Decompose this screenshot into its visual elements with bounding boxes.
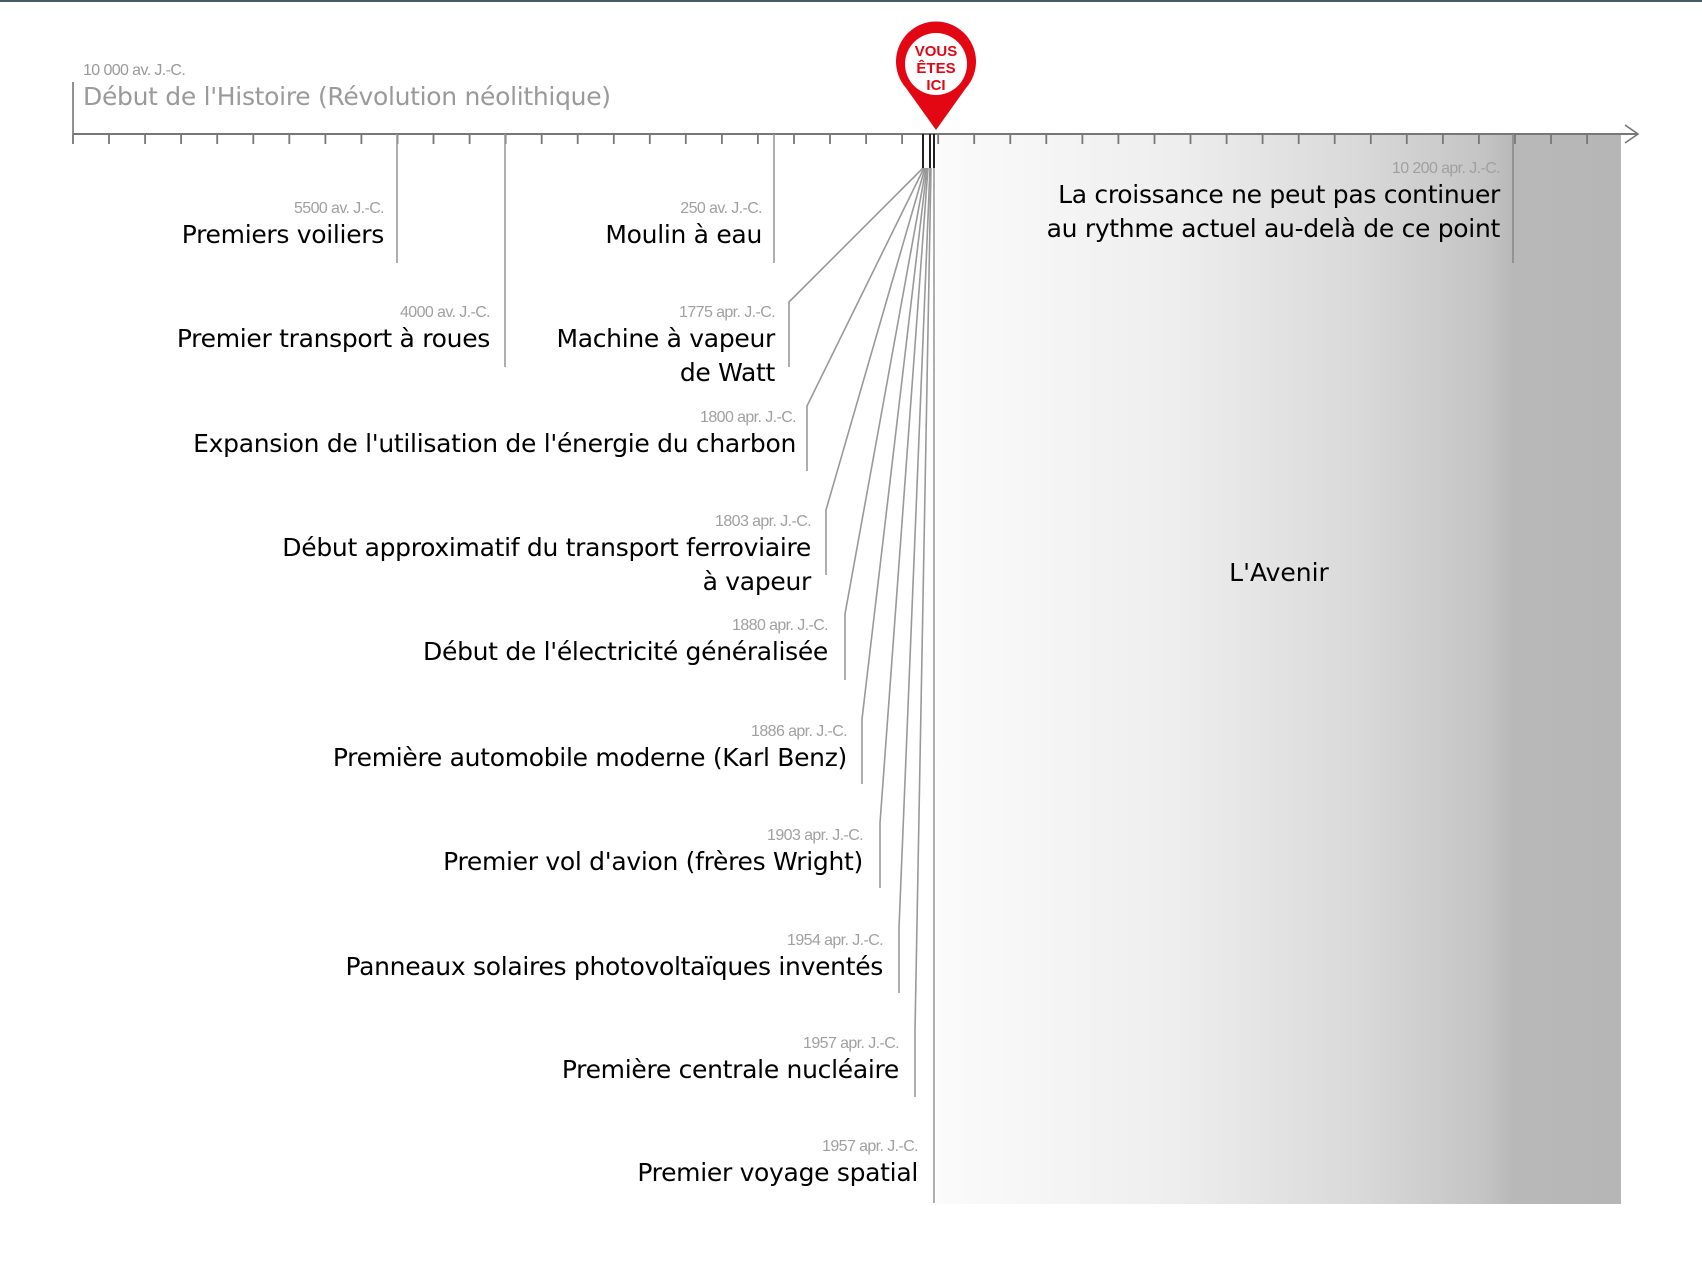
event-start [83,62,611,114]
svg-text:VOUS: VOUS [914,43,958,60]
event-steam-engine [556,304,775,390]
event-title: Premier voyage spatial [637,1158,918,1187]
event-date: 1954 apr. J.-C. [787,932,883,949]
event-sailboats [182,200,384,252]
event-date: 1903 apr. J.-C. [767,827,863,844]
event-electricity [423,617,828,669]
event-title: Panneaux solaires photovoltaïques inventés [345,952,883,981]
svg-text:ICI: ICI [926,77,946,94]
timeline-axis [73,125,1638,143]
event-growth-limit [1047,160,1500,246]
event-title-line2: de Watt [679,358,775,387]
future-label: L'Avenir [1229,558,1329,587]
event-title-line2: au rythme actuel au-delà de ce point [1046,214,1500,243]
event-title-line2: à vapeur [702,567,811,596]
event-date: 1800 apr. J.-C. [700,409,796,426]
event-title: Premier transport à roues [176,324,490,353]
event-wheel [177,304,490,356]
event-title: La croissance ne peut pas continuer [1058,180,1500,209]
event-date: 1957 apr. J.-C. [822,1138,918,1155]
event-date: 1803 apr. J.-C. [715,513,811,530]
svg-text:ÊTES: ÊTES [916,60,956,77]
event-automobile [333,723,847,775]
event-title: Premier vol d'avion (frères Wright) [443,847,863,876]
present-cluster [923,134,934,168]
event-date: 10 000 av. J.-C. [83,62,186,79]
event-title: Première automobile moderne (Karl Benz) [332,743,847,772]
event-nuclear [562,1035,899,1087]
event-title: Premiers voiliers [181,220,384,249]
event-date: 1886 apr. J.-C. [751,723,847,740]
event-date: 1957 apr. J.-C. [803,1035,899,1052]
event-title: Début approximatif du transport ferroviaire [282,533,811,562]
event-date: 4000 av. J.-C. [399,304,490,321]
event-title: Machine à vapeur [556,324,775,353]
event-date: 1775 apr. J.-C. [679,304,775,321]
event-title: Expansion de l'utilisation de l'énergie du charbon [193,429,796,458]
axis-ticks [73,134,1587,144]
event-watermill [605,200,762,252]
event-title: Début de l'Histoire (Révolution néolithique) [83,82,611,111]
event-railway [282,513,811,599]
event-date: 1880 apr. J.-C. [732,617,828,634]
event-date: 250 av. J.-C. [680,200,762,217]
event-title: Moulin à eau [605,220,762,249]
event-date: 10 200 apr. J.-C. [1391,160,1500,177]
event-title: Première centrale nucléaire [561,1055,899,1084]
event-spaceflight [637,1138,918,1190]
event-airplane [443,827,863,879]
event-title: Début de l'électricité généralisée [423,637,828,666]
event-solar [345,932,883,984]
you-are-here-pin-icon [896,22,976,130]
event-date: 5500 av. J.-C. [293,200,384,217]
event-coal [193,409,796,461]
